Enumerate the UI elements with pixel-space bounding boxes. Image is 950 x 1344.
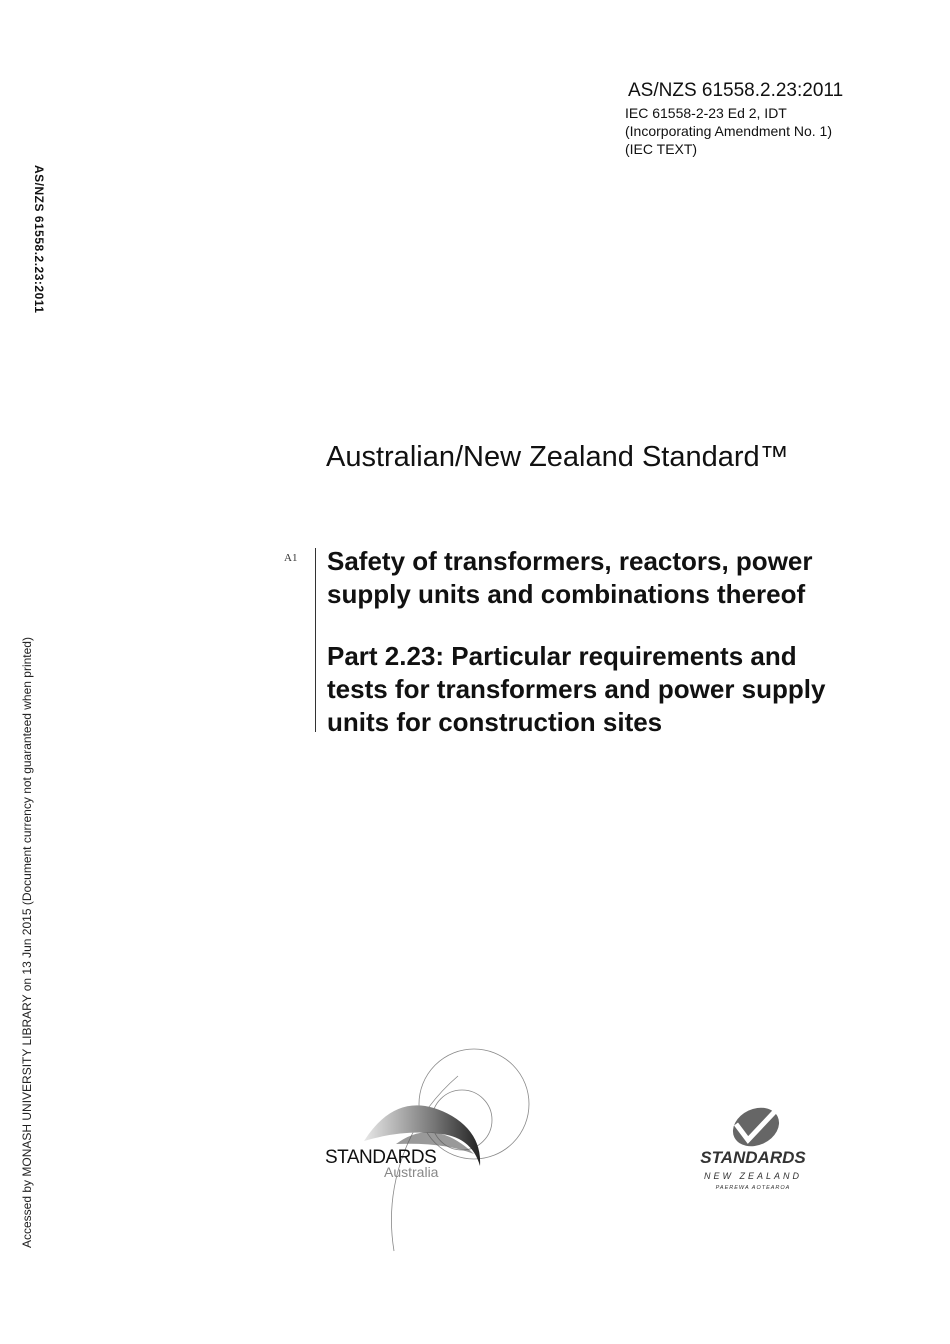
side-document-id: AS/NZS 61558.2.23:2011 <box>32 165 46 314</box>
iec-text-note: (IEC TEXT) <box>625 141 698 157</box>
logo-nz-word2: NEW ZEALAND <box>703 1171 803 1181</box>
part-line-1: Part 2.23: Particular requirements and <box>327 641 797 671</box>
logo-nz-word3: PAEREWA AOTEAROA <box>715 1185 791 1191</box>
logo-nz-word1: STANDARDS <box>700 1148 806 1167</box>
amendment-bar <box>315 548 316 732</box>
series-title: Australian/New Zealand Standard™ <box>326 441 789 473</box>
part-line-3: units for construction sites <box>327 707 663 737</box>
title-line-2: supply units and combinations thereof <box>327 579 806 609</box>
standards-australia-logo <box>324 1046 536 1258</box>
logo-au-word2: Australia <box>384 1164 439 1180</box>
part-line-2: tests for transformers and power supply <box>327 674 826 704</box>
amendment-marker: A1 <box>284 552 298 564</box>
title-line-1: Safety of transformers, reactors, power <box>327 546 813 576</box>
standards-new-zealand-logo <box>678 1100 828 1194</box>
access-note: Accessed by MONASH UNIVERSITY LIBRARY on 13 Jun 2015 (Document currency not guaranteed when printed) <box>20 637 34 1248</box>
document-id: AS/NZS 61558.2.23:2011 <box>628 80 844 101</box>
logo-au-word1: STANDARDS <box>325 1147 437 1168</box>
amendment-note: (Incorporating Amendment No. 1) <box>625 123 832 139</box>
iec-reference: IEC 61558-2-23 Ed 2, IDT <box>625 105 787 121</box>
